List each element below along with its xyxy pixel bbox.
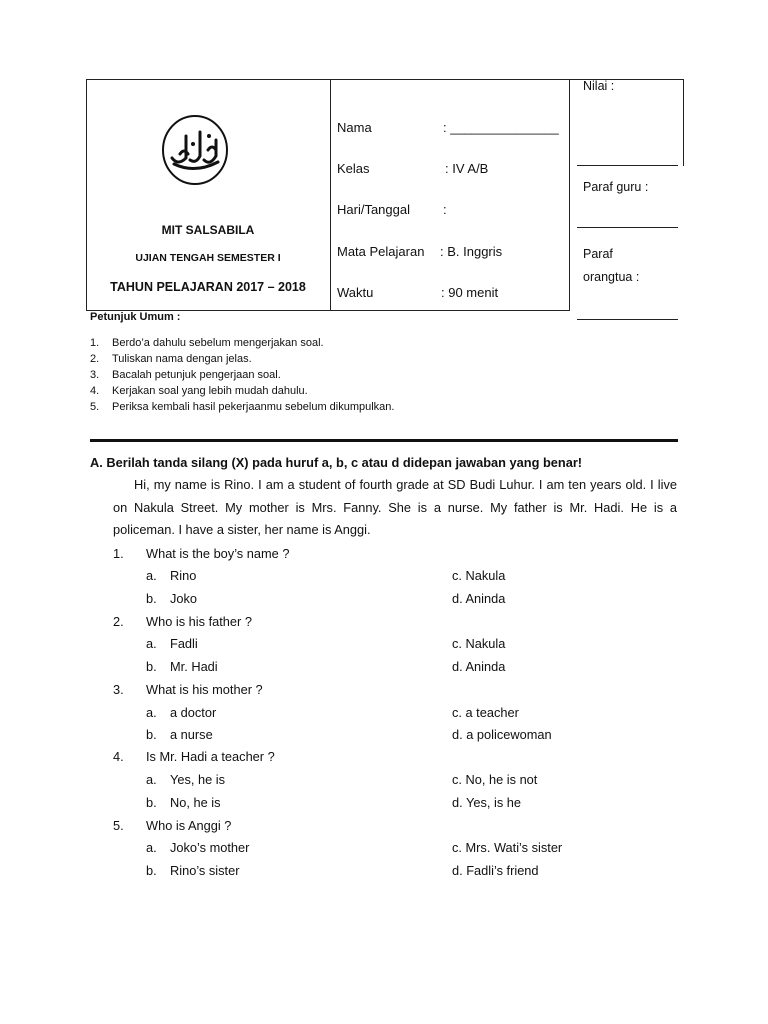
question-text: What is his mother ? <box>146 682 263 697</box>
option-d[interactable]: d. Fadli’s friend <box>452 863 539 878</box>
field-value-waktu: : 90 menit <box>441 285 499 300</box>
question-text: Who is Anggi ? <box>146 818 232 833</box>
option-d[interactable]: d. Aninda <box>452 591 506 606</box>
option-d[interactable]: d. Yes, is he <box>452 795 522 810</box>
question-number: 3. <box>113 682 124 697</box>
option-d[interactable]: d. a policewoman <box>452 727 552 742</box>
nilai-label: Nilai : <box>583 79 615 93</box>
question-number: 5. <box>113 818 124 833</box>
question-text: What is the boy’s name ? <box>146 546 290 561</box>
option-b[interactable]: b. No, he is <box>146 795 221 810</box>
instruction-item: 2. Tuliskan nama dengan jelas. <box>90 353 252 365</box>
option-a[interactable]: a. a doctor <box>146 705 217 720</box>
option-c[interactable]: c. a teacher <box>452 705 519 720</box>
option-c[interactable]: c. Nakula <box>452 568 506 583</box>
instruction-item: 4. Kerjakan soal yang lebih mudah dahulu. <box>90 385 308 397</box>
section-a-title: A. Berilah tanda silang (X) pada huruf a, b, c atau d didepan jawaban yang benar! <box>90 455 583 470</box>
instruction-item: 3. Bacalah petunjuk pengerjaan soal. <box>90 369 281 381</box>
question-number: 1. <box>113 546 124 561</box>
question-text: Who is his father ? <box>146 614 252 629</box>
header-box <box>86 79 570 311</box>
option-c[interactable]: c. Nakula <box>452 636 506 651</box>
field-label-waktu: Waktu <box>337 285 374 300</box>
option-a[interactable]: a. Rino <box>146 568 197 583</box>
reading-passage: Hi, my name is Rino. I am a student of fourth grade at SD Budi Luhur. I am ten years old. I live on Nakula Street. My mother is Mrs. Fanny. She is a nurse. My father is Mr. Hadi. He is a policeman. I have a sister, her name is Anggi. <box>113 477 677 538</box>
field-value-mata-pelajaran: : B. Inggris <box>440 244 503 259</box>
header-divider <box>330 79 331 311</box>
option-d[interactable]: d. Aninda <box>452 659 506 674</box>
nilai-box-right-border <box>683 79 684 166</box>
option-b[interactable]: b. Mr. Hadi <box>146 659 218 674</box>
question-text: Is Mr. Hadi a teacher ? <box>146 749 275 764</box>
option-a[interactable]: a. Fadli <box>146 636 198 651</box>
exam-name: UJIAN TENGAH SEMESTER I <box>135 252 281 264</box>
nilai-line <box>577 165 678 166</box>
instruction-item: 5. Periksa kembali hasil pekerjaanmu sebelum dikumpulkan. <box>90 401 395 413</box>
option-c[interactable]: c. Mrs. Wati’s sister <box>452 840 563 855</box>
school-logo-icon <box>160 114 230 186</box>
field-label-hari-tanggal: Hari/Tanggal <box>337 202 410 217</box>
school-name: MIT SALSABILA <box>161 223 255 237</box>
field-label-mata-pelajaran: Mata Pelajaran <box>337 244 425 259</box>
paraf-orangtua-label-1: Paraf <box>583 247 613 261</box>
paraf-guru-label: Paraf guru : <box>583 180 649 194</box>
section-separator <box>90 439 678 442</box>
field-label-nama: Nama <box>337 120 372 135</box>
academic-year: TAHUN PELAJARAN 2017 – 2018 <box>110 280 306 294</box>
option-b[interactable]: b. Rino’s sister <box>146 863 240 878</box>
paraf-orangtua-label-2: orangtua : <box>583 270 640 284</box>
field-value-nama[interactable]: : _______________ <box>443 120 559 135</box>
instructions-title: Petunjuk Umum : <box>90 311 181 323</box>
question-number: 2. <box>113 614 124 629</box>
paraf-guru-line <box>577 227 678 228</box>
paraf-orangtua-line <box>577 319 678 320</box>
field-value-hari-tanggal[interactable]: : <box>443 202 447 217</box>
option-b[interactable]: b. a nurse <box>146 727 213 742</box>
field-value-kelas: : IV A/B <box>445 161 489 176</box>
option-a[interactable]: a. Yes, he is <box>146 772 226 787</box>
instruction-item: 1. Berdo’a dahulu sebelum mengerjakan soal. <box>90 337 324 349</box>
question-number: 4. <box>113 749 124 764</box>
option-b[interactable]: b. Joko <box>146 591 198 606</box>
option-a[interactable]: a. Joko’s mother <box>146 840 250 855</box>
option-c[interactable]: c. No, he is not <box>452 772 538 787</box>
field-label-kelas: Kelas <box>337 161 370 176</box>
